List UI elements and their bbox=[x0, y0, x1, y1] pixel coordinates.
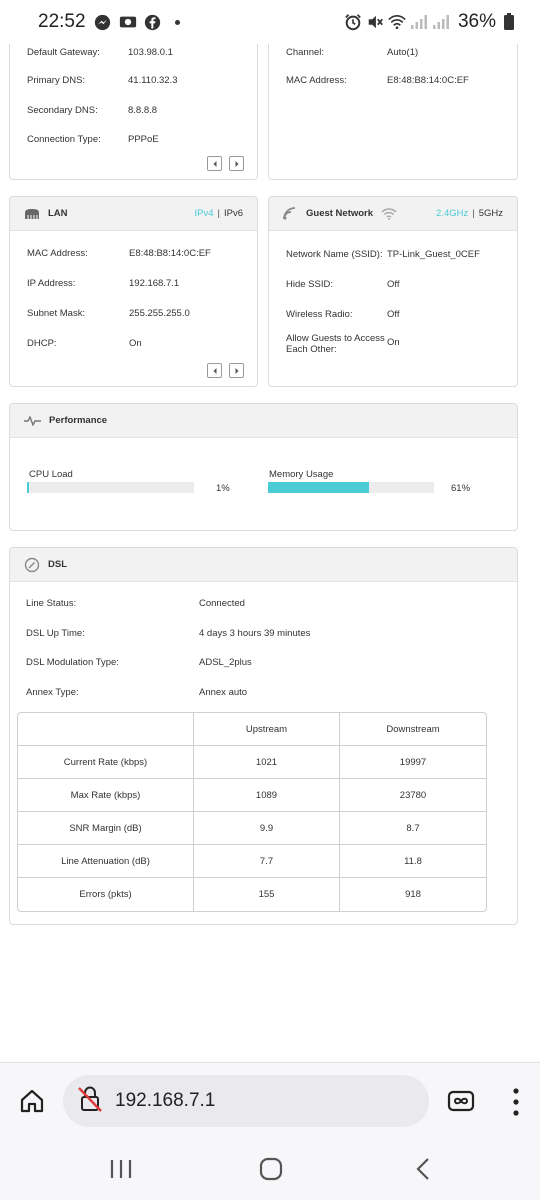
status-bar bbox=[0, 0, 540, 44]
table-cell: 11.8 bbox=[340, 845, 486, 878]
chevron-left-icon bbox=[211, 160, 219, 168]
home-circle-icon bbox=[259, 1157, 283, 1181]
table-cell: Current Rate (kbps) bbox=[18, 746, 194, 779]
pulse-icon bbox=[24, 416, 41, 426]
mute-icon bbox=[366, 13, 384, 31]
table-cell: 23780 bbox=[340, 779, 486, 812]
recent-apps-icon bbox=[108, 1158, 134, 1180]
memory-usage-bar bbox=[268, 482, 434, 493]
page-content: Default Gateway: 103.98.0.1 Primary DNS: 41.110.32.3 Secondary DNS: 8.8.8.8 Connection Type: PPPoE Channel: Auto(1) MAC Address: E8:48:B8:14:0C:EF LAN IPv4 | IPv6 MAC Address: E8:48:B8:14:0C:EF IP Address: 192.168.7.1 Subnet Mask: 255.255.255.0 DHCP: On Guest Network 2.4GHz | 5GHz Network Name (SSID): TP-Link_Guest_0CEF Hide SSID: Off Wireless Radio: Off Allow Guests to Access Each Other: On Performance CPU Load 1% Memory Usage 61% DSL Line Status: Connected DSL Up Time: 4 days 3 hours 39 minutes DSL Modulation Type: ADSL_2plus Annex Type: Annex auto Upstream Downstream Current Rate (kbps) 1021 19997 Max Rate (kbps) 1089 23780 SNR Margin (dB) 9.9 8.7 Line Attenuation (dB) 7.7 11.8 Errors (pkts) 155 918 bbox=[0, 44, 540, 1062]
lan-card: LAN IPv4 | IPv6 MAC Address: E8:48:B8:14:0C:EF IP Address: 192.168.7.1 Subnet Mask: 255.255.255.0 DHCP: On bbox=[9, 196, 258, 387]
back-button[interactable] bbox=[413, 1157, 433, 1186]
recent-apps-button[interactable] bbox=[108, 1158, 134, 1185]
facebook-icon bbox=[144, 13, 162, 31]
more-notifications-dot bbox=[175, 20, 180, 25]
ipv4-tab[interactable]: IPv4 bbox=[194, 208, 214, 219]
tabs-button[interactable] bbox=[447, 1087, 475, 1120]
table-cell: 19997 bbox=[340, 746, 486, 779]
more-options-button[interactable] bbox=[510, 1087, 522, 1122]
dsl-card-header bbox=[10, 548, 517, 582]
home-icon bbox=[18, 1087, 46, 1115]
chevron-right-icon bbox=[233, 367, 241, 375]
table-cell: Max Rate (kbps) bbox=[18, 779, 194, 812]
guest-card-header bbox=[269, 197, 517, 231]
table-cell: Errors (pkts) bbox=[18, 878, 194, 911]
battery-percent: 36% bbox=[457, 11, 496, 32]
chevron-right-icon bbox=[233, 160, 241, 168]
address-bar[interactable] bbox=[63, 1075, 429, 1127]
cpu-load-label: CPU Load bbox=[29, 469, 73, 480]
previous-page-button[interactable] bbox=[207, 156, 222, 171]
table-cell: SNR Margin (dB) bbox=[18, 812, 194, 845]
wifi-icon bbox=[381, 208, 397, 220]
table-cell: 7.7 bbox=[194, 845, 340, 878]
wifi-icon bbox=[388, 13, 406, 31]
home-button[interactable] bbox=[18, 1087, 46, 1120]
pager bbox=[207, 363, 244, 378]
table-header-row bbox=[18, 713, 486, 746]
next-page-button[interactable] bbox=[229, 156, 244, 171]
internet-card: Default Gateway: 103.98.0.1 Primary DNS: 41.110.32.3 Secondary DNS: 8.8.8.8 Connection Type: PPPoE bbox=[9, 44, 258, 180]
band-toggle: 2.4GHz | 5GHz bbox=[436, 208, 503, 219]
signal-2-icon bbox=[432, 13, 450, 31]
lan-title: LAN bbox=[48, 208, 68, 219]
gauge-icon bbox=[24, 557, 40, 573]
table-cell: 918 bbox=[405, 889, 421, 900]
guest-network-title: Guest Network bbox=[306, 208, 374, 219]
table-row bbox=[18, 812, 486, 845]
dsl-stats-table bbox=[17, 712, 487, 912]
table-header-cell bbox=[18, 713, 194, 746]
messenger-icon bbox=[94, 13, 112, 31]
performance-card bbox=[9, 403, 518, 531]
table-row bbox=[18, 845, 486, 878]
url-text: 192.168.7.1 bbox=[115, 1090, 216, 1111]
back-icon bbox=[413, 1157, 433, 1181]
home-nav-button[interactable] bbox=[259, 1157, 283, 1186]
guest-network-card: Guest Network 2.4GHz | 5GHz Network Name (SSID): TP-Link_Guest_0CEF Hide SSID: Off Wireless Radio: Off Allow Guests to Access Each Other: On bbox=[268, 196, 518, 387]
system-navigation-bar bbox=[0, 1140, 540, 1200]
lan-icon bbox=[24, 208, 40, 220]
table-row bbox=[18, 779, 486, 812]
next-page-button[interactable] bbox=[229, 363, 244, 378]
table-header-cell: Upstream bbox=[194, 713, 340, 746]
table-cell: Line Attenuation (dB) bbox=[18, 845, 194, 878]
pager bbox=[207, 156, 244, 171]
dsl-title: DSL bbox=[48, 559, 67, 570]
performance-title: Performance bbox=[49, 415, 108, 426]
insecure-lock-icon[interactable] bbox=[77, 1085, 103, 1118]
ip-version-toggle: IPv4 | IPv6 bbox=[194, 208, 243, 219]
lan-card-header bbox=[10, 197, 257, 231]
ipv6-tab[interactable]: IPv6 bbox=[223, 208, 243, 219]
browser-toolbar bbox=[0, 1062, 540, 1140]
table-header-cell: Downstream bbox=[340, 713, 486, 746]
memory-usage-value: 61% bbox=[451, 483, 471, 494]
performance-card-header bbox=[10, 404, 517, 438]
table-cell: 1089 bbox=[194, 779, 340, 812]
table-row bbox=[18, 746, 486, 779]
cpu-load-value: 1% bbox=[216, 483, 230, 494]
memory-usage-label: Memory Usage bbox=[269, 469, 334, 480]
table-cell: 9.9 bbox=[194, 812, 340, 845]
memory-usage-fill bbox=[268, 482, 369, 493]
status-time: 22:52 bbox=[38, 11, 86, 32]
tabs-icon bbox=[447, 1087, 475, 1115]
alarm-icon bbox=[344, 13, 362, 31]
battery-icon bbox=[500, 13, 518, 31]
chevron-left-icon bbox=[211, 367, 219, 375]
previous-page-button[interactable] bbox=[207, 363, 222, 378]
table-cell: 1021 bbox=[194, 746, 340, 779]
table-cell: 8.7 bbox=[340, 812, 486, 845]
table-row bbox=[18, 878, 486, 911]
cpu-load-fill bbox=[27, 482, 29, 493]
band-2-4ghz-tab[interactable]: 2.4GHz bbox=[436, 208, 469, 219]
camera-notification-icon bbox=[119, 13, 137, 31]
signal-icon bbox=[410, 13, 428, 31]
more-vertical-icon bbox=[510, 1087, 522, 1117]
wireless-card: Channel: Auto(1) MAC Address: E8:48:B8:14:0C:EF bbox=[268, 44, 518, 180]
band-5ghz-tab[interactable]: 5GHz bbox=[478, 208, 503, 219]
table-cell: 155 bbox=[194, 878, 340, 911]
guest-signal-icon bbox=[283, 207, 298, 220]
cpu-load-bar bbox=[27, 482, 194, 493]
